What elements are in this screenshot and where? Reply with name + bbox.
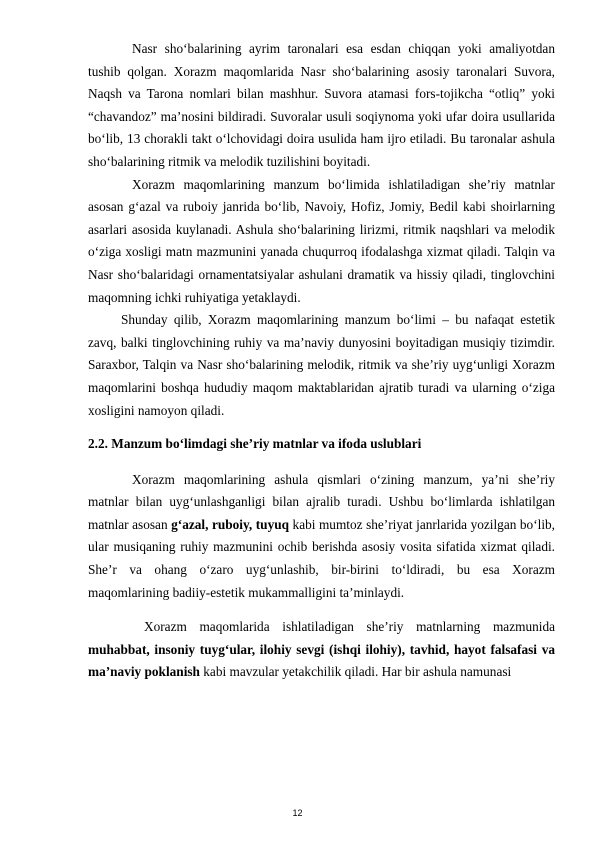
bold-text: muhabbat, insoniy tuyg‘ular, ilohiy sevgi (ishqi ilohiy), tavhid, hayot falsafasi va ma’naviy poklanish (88, 641, 555, 680)
paragraph-text: kabi mavzular yetakchilik qiladi. Har bir ashula namunasi (199, 664, 512, 680)
paragraph-nasr-taronalari: Nasr sho‘balarining ayrim taronalari esa esdan chiqqan yoki amaliyotdan tushib qolgan. Xorazm maqomlarida Nasr sho‘balarining asosiy taronalari Suvora, Naqsh va Tarona nomlari bilan mashhur. Suvora atamasi fors-tojikcha “otliq” yoki “chavandoz” ma’nosini bildiradi. Suvoralar usuli soqiynoma yoki ufar doira usullarida bo‘lib, 13 chorakli takt o‘lchovidagi doira usulida ham ijro etiladi. Bu taronalar ashula sho‘balarining ritmik va melodik tuzilishini boyitadi. (88, 41, 555, 169)
paragraph-ashula-qismlari (88, 469, 555, 605)
paragraph-text: kabi mumtoz she’riyat janrlarida yozilgan bo‘lib, ular musiqaning ruhiy mazmunini ochib berishda asosiy vosita sifatida xizmat qiladi. She’r va ohang o‘zaro uyg‘unlashib, bir-birini to‘ldiradi, bu esa Xorazm maqomlarining badiiy-estetik mukammalligini ta’minlaydi. (88, 516, 555, 600)
paragraph-sheriy-matnlar: Xorazm maqomlarining manzum bo‘limida ishlatiladigan she’riy matnlar asosan g‘azal va ruboiy janrida bo‘lib, Navoiy, Hofiz, Jomiy, Bedil kabi shoirlarning asarlari asosida kuylanadi. Ashula sho‘balarining lirizmi, ritmik naqshlari va melodik o‘ziga xosligi matn mazmunini yanada chuqurroq ifodalashga xizmat qiladi. Talqin va Nasr sho‘balaridagi ornamentatsiyalar ashulani dramatik va hissiy qiladi, tinglovchini maqomning ichki ruhiyatiga yetaklaydi. (88, 176, 555, 305)
bold-text: g‘azal, ruboiy, tuyuq (171, 516, 290, 532)
document-page (88, 38, 555, 684)
paragraph-text: Xorazm maqomlarida ishlatiladigan she’riy matnlarning mazmunida (144, 619, 555, 635)
section-heading: 2.2. Manzum bo‘limdagi she’riy matnlar va ifoda uslublari (88, 436, 422, 452)
page-number: 12 (292, 808, 303, 818)
paragraph-xulosa: Shunday qilib, Xorazm maqomlarining manzum bo‘limi – bu nafaqat estetik zavq, balki tinglovchining ruhiy va ma’naviy dunyosini boyitadigan musiqiy tizimdir. Saraxbor, Talqin va Nasr sho‘balarining melodik, ritmik va she’riy uyg‘unligi Xorazm maqomlarini boshqa hududiy maqom maktablaridan ajratib turadi va ularning o‘ziga xosligini namoyon qiladi. (88, 312, 555, 418)
paragraph-text: Xorazm maqomlarining ashula qismlari o‘zining manzum, ya’ni she’riy matnlar bilan uyg‘unlashganligi bilan ajralib turadi. Ushbu bo‘limlarda ishlatilgan matnlar asosan (88, 471, 555, 532)
paragraph-mavzular (88, 616, 555, 684)
